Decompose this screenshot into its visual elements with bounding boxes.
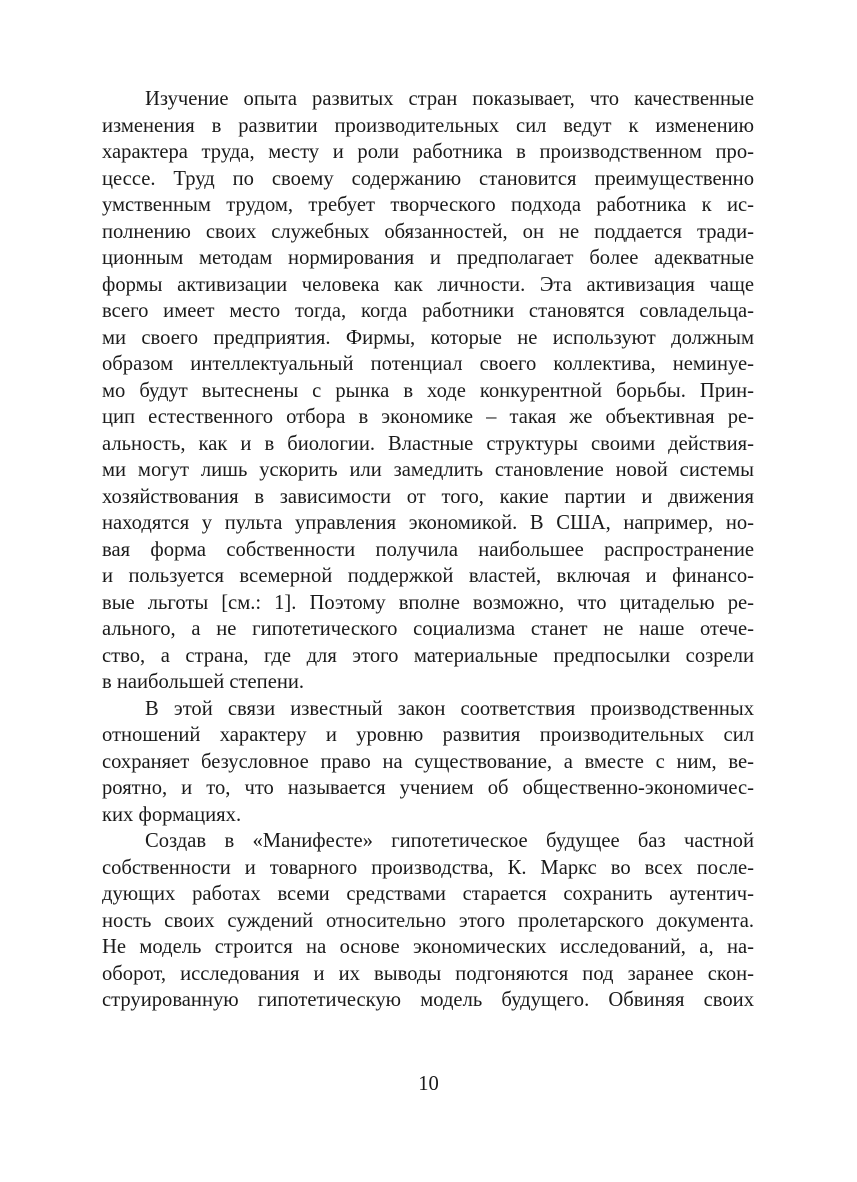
text-line: всего имеет место тогда, когда работники становятся совладельца- [102, 300, 754, 322]
text-line: и пользуется всемерной поддержкой властей, включая и финансо- [102, 565, 754, 587]
text-line: образом интеллектуальный потенциал своего коллектива, неминуе- [102, 353, 754, 375]
text-line: отношений характеру и уровню развития производительных сил [102, 724, 754, 746]
text-line: ность своих суждений относительно этого пролетарского документа. [102, 909, 754, 932]
text-line: хозяйствования в зависимости от того, какие партии и движения [102, 485, 754, 508]
text-line: В этой связи известный закон соответствия производственных [145, 697, 754, 720]
text-line: ство, а страна, где для этого материальные предпосылки созрели [102, 644, 754, 667]
text-line: характера труда, месту и роли работника в производственном про- [102, 141, 754, 163]
paragraph-2 [102, 696, 754, 829]
text-line: умственным трудом, требует творческого подхода работника к ис- [102, 194, 754, 216]
text-line: изменения в развитии производительных сил ведут к изменению [102, 114, 754, 137]
paragraph-1 [102, 86, 754, 696]
text-line: в наибольшей степени. [102, 671, 305, 693]
text-line: цессе. Труд по своему содержанию становится преимущественно [102, 167, 754, 190]
text-line: струированную гипотетическую модель будущего. Обвиняя своих [102, 989, 754, 1011]
page-number: 10 [418, 1073, 439, 1095]
paragraph-3 [102, 828, 754, 1014]
text-line: вые льготы [см.: 1]. Поэтому вполне возможно, что цитаделью ре- [102, 591, 754, 614]
text-line: Изучение опыта развитых стран показывает, что качественные [145, 88, 754, 110]
text-line: вая форма собственности получила наибольшее распространение [102, 538, 754, 561]
text-line: цип естественного отбора в экономике – такая же объективная ре- [102, 406, 754, 428]
text-line: полнению своих служебных обязанностей, он не поддается тради- [102, 220, 754, 243]
text-line: ми своего предприятия. Фирмы, которые не используют должным [102, 326, 754, 349]
text-line: оборот, исследования и их выводы подгоняются под заранее скон- [102, 962, 754, 985]
text-line: роятно, и то, что называется учением об общественно-экономичес- [102, 777, 754, 799]
text-line: собственности и товарного производства, К. Маркс во всех после- [102, 856, 754, 879]
text-line: ционным методам нормирования и предполагает более адекватные [102, 247, 754, 269]
text-line: альность, как и в биологии. Властные структуры своими действия- [102, 432, 754, 455]
text-line: ми могут лишь ускорить или замедлить становление новой системы [102, 459, 754, 481]
text-line: находятся у пульта управления экономикой. В США, например, но- [102, 512, 754, 534]
text-line: сохраняет безусловное право на существование, а вместе с ним, ве- [102, 750, 754, 773]
text-line: мо будут вытеснены с рынка в ходе конкурентной борьбы. Прин- [102, 379, 754, 402]
text-line: формы активизации человека как личности. Эта активизация чаще [102, 273, 754, 296]
text-line: дующих работах всеми средствами старается сохранить аутентич- [102, 883, 754, 905]
body-text [102, 86, 754, 1014]
text-line: Создав в «Манифесте» гипотетическое будущее баз частной [145, 830, 754, 852]
text-line: ких формациях. [102, 803, 242, 826]
text-line: ального, а не гипотетического социализма станет не наше отече- [102, 618, 754, 640]
text-line: Не модель строится на основе экономических исследований, а, на- [102, 936, 754, 958]
